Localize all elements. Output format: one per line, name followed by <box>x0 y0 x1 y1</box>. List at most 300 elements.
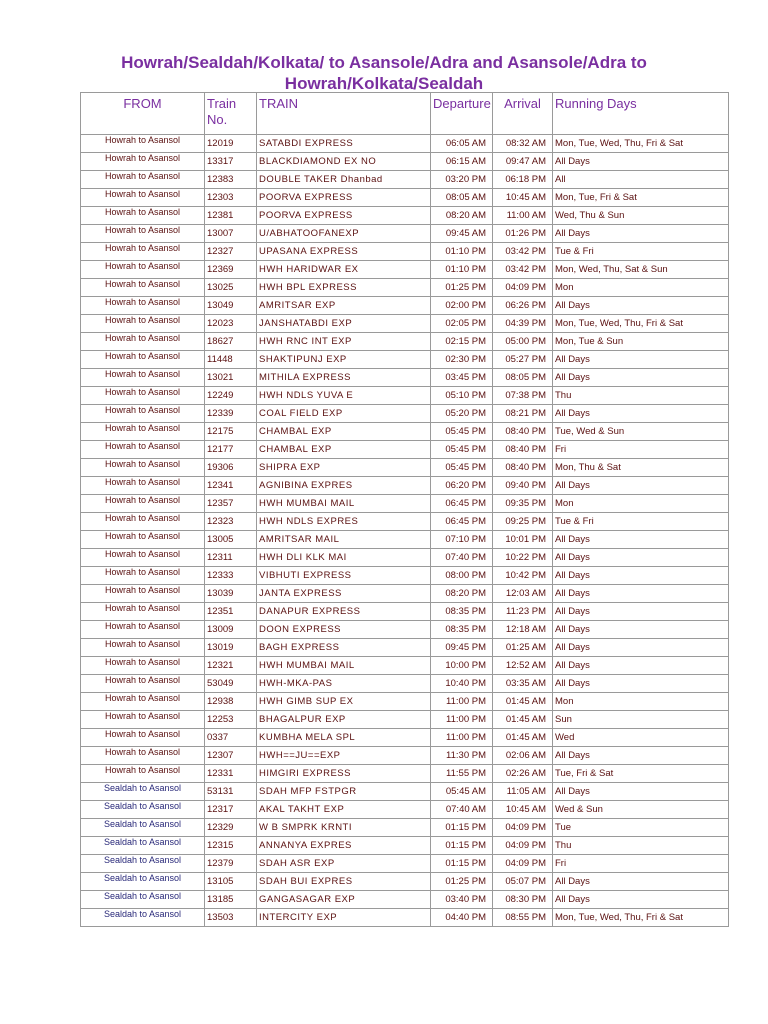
table-row <box>81 891 729 909</box>
arrival-cell: 11:00 AM <box>493 207 553 225</box>
train-no-cell: 13021 <box>205 369 257 387</box>
departure-cell: 11:30 PM <box>431 747 493 765</box>
arrival-cell: 08:05 PM <box>493 369 553 387</box>
train-no-cell: 12379 <box>205 855 257 873</box>
running-days-cell: All Days <box>553 531 729 549</box>
table-row <box>81 783 729 801</box>
departure-cell: 08:20 PM <box>431 585 493 603</box>
from-cell: Howrah to Asansol <box>81 639 205 657</box>
departure-cell: 06:15 AM <box>431 153 493 171</box>
departure-cell: 09:45 AM <box>431 225 493 243</box>
departure-cell: 01:15 PM <box>431 819 493 837</box>
train-name-cell: POORVA EXPRESS <box>257 207 431 225</box>
running-days-cell: All Days <box>553 639 729 657</box>
table-row <box>81 513 729 531</box>
from-cell: Howrah to Asansol <box>81 657 205 675</box>
table-row <box>81 747 729 765</box>
table-row <box>81 261 729 279</box>
departure-cell: 03:45 PM <box>431 369 493 387</box>
train-no-cell: 12351 <box>205 603 257 621</box>
arrival-cell: 01:25 AM <box>493 639 553 657</box>
from-cell: Howrah to Asansol <box>81 549 205 567</box>
train-no-cell: 0337 <box>205 729 257 747</box>
running-days-cell: Fri <box>553 855 729 873</box>
table-row <box>81 171 729 189</box>
train-no-cell: 13503 <box>205 909 257 927</box>
arrival-cell: 08:40 PM <box>493 441 553 459</box>
table-row <box>81 423 729 441</box>
from-cell: Howrah to Asansol <box>81 333 205 351</box>
train-name-cell: SHIPRA EXP <box>257 459 431 477</box>
train-name-cell: HWH GIMB SUP EX <box>257 693 431 711</box>
arrival-cell: 09:47 AM <box>493 153 553 171</box>
table-row <box>81 189 729 207</box>
train-name-cell: DANAPUR EXPRESS <box>257 603 431 621</box>
from-cell: Sealdah to Asansol <box>81 873 205 891</box>
departure-cell: 09:45 PM <box>431 639 493 657</box>
train-name-cell: BLACKDIAMOND EX NO <box>257 153 431 171</box>
table-row <box>81 657 729 675</box>
train-no-cell: 12381 <box>205 207 257 225</box>
running-days-cell: Sun <box>553 711 729 729</box>
departure-cell: 07:40 PM <box>431 549 493 567</box>
running-days-cell: All <box>553 171 729 189</box>
running-days-cell: All Days <box>553 891 729 909</box>
arrival-cell: 04:39 PM <box>493 315 553 333</box>
train-no-cell: 12331 <box>205 765 257 783</box>
train-no-cell: 12023 <box>205 315 257 333</box>
train-no-cell: 12249 <box>205 387 257 405</box>
train-no-cell: 12317 <box>205 801 257 819</box>
header-train-no-line1: Train <box>207 96 237 111</box>
train-no-cell: 12369 <box>205 261 257 279</box>
arrival-cell: 10:01 PM <box>493 531 553 549</box>
arrival-cell: 04:09 PM <box>493 855 553 873</box>
running-days-cell: Wed & Sun <box>553 801 729 819</box>
from-cell: Howrah to Asansol <box>81 729 205 747</box>
arrival-cell: 01:45 AM <box>493 729 553 747</box>
train-no-cell: 12253 <box>205 711 257 729</box>
train-no-cell: 12938 <box>205 693 257 711</box>
departure-cell: 02:00 PM <box>431 297 493 315</box>
title-line-2: Howrah/Kolkata/Sealdah <box>284 74 484 93</box>
from-cell: Sealdah to Asansol <box>81 819 205 837</box>
table-row <box>81 351 729 369</box>
header-train-no-line2: No. <box>207 112 228 127</box>
timetable <box>80 92 729 927</box>
train-no-cell: 11448 <box>205 351 257 369</box>
header-train: TRAIN <box>257 93 431 135</box>
train-no-cell: 18627 <box>205 333 257 351</box>
table-row <box>81 369 729 387</box>
departure-cell: 05:45 AM <box>431 783 493 801</box>
train-name-cell: VIBHUTI EXPRESS <box>257 567 431 585</box>
from-cell: Howrah to Asansol <box>81 135 205 153</box>
table-row <box>81 819 729 837</box>
running-days-cell: All Days <box>553 567 729 585</box>
arrival-cell: 08:30 PM <box>493 891 553 909</box>
train-name-cell: HWH NDLS YUVA E <box>257 387 431 405</box>
running-days-cell: All Days <box>553 873 729 891</box>
from-cell: Howrah to Asansol <box>81 711 205 729</box>
train-name-cell: U/ABHATOOFANEXP <box>257 225 431 243</box>
header-row <box>81 93 729 135</box>
from-cell: Howrah to Asansol <box>81 351 205 369</box>
from-cell: Howrah to Asansol <box>81 153 205 171</box>
table-row <box>81 225 729 243</box>
departure-cell: 05:20 PM <box>431 405 493 423</box>
running-days-cell: All Days <box>553 603 729 621</box>
from-cell: Howrah to Asansol <box>81 171 205 189</box>
from-cell: Howrah to Asansol <box>81 279 205 297</box>
train-name-cell: JANSHATABDI EXP <box>257 315 431 333</box>
running-days-cell: Wed <box>553 729 729 747</box>
departure-cell: 02:05 PM <box>431 315 493 333</box>
running-days-cell: Mon <box>553 495 729 513</box>
departure-cell: 11:00 PM <box>431 693 493 711</box>
arrival-cell: 01:45 AM <box>493 693 553 711</box>
train-name-cell: HWH-MKA-PAS <box>257 675 431 693</box>
train-name-cell: INTERCITY EXP <box>257 909 431 927</box>
departure-cell: 08:35 PM <box>431 603 493 621</box>
arrival-cell: 10:45 AM <box>493 801 553 819</box>
train-no-cell: 12307 <box>205 747 257 765</box>
table-row <box>81 585 729 603</box>
table-row <box>81 207 729 225</box>
departure-cell: 06:45 PM <box>431 513 493 531</box>
running-days-cell: All Days <box>553 297 729 315</box>
train-name-cell: SDAH BUI EXPRES <box>257 873 431 891</box>
train-no-cell: 12323 <box>205 513 257 531</box>
train-name-cell: COAL FIELD EXP <box>257 405 431 423</box>
from-cell: Howrah to Asansol <box>81 189 205 207</box>
from-cell: Howrah to Asansol <box>81 621 205 639</box>
departure-cell: 11:55 PM <box>431 765 493 783</box>
train-name-cell: HIMGIRI EXPRESS <box>257 765 431 783</box>
page-title <box>0 52 768 94</box>
arrival-cell: 03:42 PM <box>493 261 553 279</box>
departure-cell: 10:40 PM <box>431 675 493 693</box>
arrival-cell: 06:26 PM <box>493 297 553 315</box>
departure-cell: 08:05 AM <box>431 189 493 207</box>
running-days-cell: Fri <box>553 441 729 459</box>
table-row <box>81 675 729 693</box>
departure-cell: 01:15 PM <box>431 837 493 855</box>
train-no-cell: 12327 <box>205 243 257 261</box>
running-days-cell: Mon, Tue, Wed, Thu, Fri & Sat <box>553 135 729 153</box>
running-days-cell: All Days <box>553 675 729 693</box>
train-no-cell: 13025 <box>205 279 257 297</box>
from-cell: Howrah to Asansol <box>81 675 205 693</box>
arrival-cell: 03:35 AM <box>493 675 553 693</box>
train-no-cell: 12303 <box>205 189 257 207</box>
train-name-cell: BAGH EXPRESS <box>257 639 431 657</box>
table-row <box>81 603 729 621</box>
train-name-cell: HWH DLI KLK MAI <box>257 549 431 567</box>
from-cell: Howrah to Asansol <box>81 207 205 225</box>
arrival-cell: 10:45 AM <box>493 189 553 207</box>
from-cell: Howrah to Asansol <box>81 369 205 387</box>
departure-cell: 02:30 PM <box>431 351 493 369</box>
from-cell: Howrah to Asansol <box>81 603 205 621</box>
departure-cell: 07:10 PM <box>431 531 493 549</box>
train-no-cell: 12019 <box>205 135 257 153</box>
running-days-cell: All Days <box>553 405 729 423</box>
departure-cell: 05:45 PM <box>431 423 493 441</box>
from-cell: Howrah to Asansol <box>81 513 205 531</box>
arrival-cell: 11:05 AM <box>493 783 553 801</box>
from-cell: Howrah to Asansol <box>81 765 205 783</box>
train-name-cell: HWH HARIDWAR EX <box>257 261 431 279</box>
running-days-cell: Tue & Fri <box>553 243 729 261</box>
header-arrival: Arrival <box>493 93 553 135</box>
header-from: FROM <box>81 93 205 135</box>
table-row <box>81 405 729 423</box>
running-days-cell: Mon, Tue, Wed, Thu, Fri & Sat <box>553 315 729 333</box>
train-no-cell: 13049 <box>205 297 257 315</box>
from-cell: Howrah to Asansol <box>81 531 205 549</box>
from-cell: Howrah to Asansol <box>81 567 205 585</box>
table-row <box>81 495 729 513</box>
train-name-cell: MITHILA EXPRESS <box>257 369 431 387</box>
header-running-days: Running Days <box>553 93 729 135</box>
from-cell: Sealdah to Asansol <box>81 837 205 855</box>
running-days-cell: Thu <box>553 387 729 405</box>
train-no-cell: 12175 <box>205 423 257 441</box>
header-departure: Departure <box>431 93 493 135</box>
arrival-cell: 11:23 PM <box>493 603 553 621</box>
train-no-cell: 12329 <box>205 819 257 837</box>
from-cell: Howrah to Asansol <box>81 441 205 459</box>
departure-cell: 06:20 PM <box>431 477 493 495</box>
train-no-cell: 12339 <box>205 405 257 423</box>
running-days-cell: All Days <box>553 585 729 603</box>
train-name-cell: HWH RNC INT EXP <box>257 333 431 351</box>
arrival-cell: 09:35 PM <box>493 495 553 513</box>
arrival-cell: 08:21 PM <box>493 405 553 423</box>
train-name-cell: AKAL TAKHT EXP <box>257 801 431 819</box>
from-cell: Howrah to Asansol <box>81 693 205 711</box>
table-row <box>81 693 729 711</box>
train-name-cell: SHAKTIPUNJ EXP <box>257 351 431 369</box>
departure-cell: 01:10 PM <box>431 243 493 261</box>
from-cell: Howrah to Asansol <box>81 423 205 441</box>
running-days-cell: Tue, Fri & Sat <box>553 765 729 783</box>
departure-cell: 04:40 PM <box>431 909 493 927</box>
departure-cell: 03:20 PM <box>431 171 493 189</box>
train-name-cell: CHAMBAL EXP <box>257 423 431 441</box>
departure-cell: 01:10 PM <box>431 261 493 279</box>
table-row <box>81 909 729 927</box>
departure-cell: 05:45 PM <box>431 459 493 477</box>
running-days-cell: Tue & Fri <box>553 513 729 531</box>
from-cell: Howrah to Asansol <box>81 495 205 513</box>
train-no-cell: 12321 <box>205 657 257 675</box>
departure-cell: 05:45 PM <box>431 441 493 459</box>
train-no-cell: 13317 <box>205 153 257 171</box>
departure-cell: 03:40 PM <box>431 891 493 909</box>
title-line-1: Howrah/Sealdah/Kolkata/ to Asansole/Adra and Asansole/Adra to <box>121 53 647 72</box>
train-name-cell: AGNIBINA EXPRES <box>257 477 431 495</box>
from-cell: Sealdah to Asansol <box>81 783 205 801</box>
train-no-cell: 13009 <box>205 621 257 639</box>
departure-cell: 06:05 AM <box>431 135 493 153</box>
table-row <box>81 837 729 855</box>
departure-cell: 01:25 PM <box>431 873 493 891</box>
running-days-cell: All Days <box>553 783 729 801</box>
arrival-cell: 04:09 PM <box>493 837 553 855</box>
from-cell: Howrah to Asansol <box>81 405 205 423</box>
running-days-cell: All Days <box>553 477 729 495</box>
from-cell: Sealdah to Asansol <box>81 801 205 819</box>
table-row <box>81 873 729 891</box>
train-name-cell: SDAH MFP FSTPGR <box>257 783 431 801</box>
train-no-cell: 12177 <box>205 441 257 459</box>
running-days-cell: Mon, Tue & Sun <box>553 333 729 351</box>
departure-cell: 10:00 PM <box>431 657 493 675</box>
running-days-cell: All Days <box>553 153 729 171</box>
from-cell: Howrah to Asansol <box>81 585 205 603</box>
running-days-cell: Mon, Tue, Wed, Thu, Fri & Sat <box>553 909 729 927</box>
table-row <box>81 459 729 477</box>
arrival-cell: 10:42 PM <box>493 567 553 585</box>
table-row <box>81 621 729 639</box>
departure-cell: 01:25 PM <box>431 279 493 297</box>
departure-cell: 11:00 PM <box>431 711 493 729</box>
departure-cell: 08:00 PM <box>431 567 493 585</box>
table-row <box>81 567 729 585</box>
train-name-cell: HWH==JU==EXP <box>257 747 431 765</box>
running-days-cell: All Days <box>553 747 729 765</box>
arrival-cell: 09:40 PM <box>493 477 553 495</box>
train-name-cell: HWH NDLS EXPRES <box>257 513 431 531</box>
arrival-cell: 04:09 PM <box>493 819 553 837</box>
train-name-cell: KUMBHA MELA SPL <box>257 729 431 747</box>
arrival-cell: 05:27 PM <box>493 351 553 369</box>
header-train-no <box>205 93 257 135</box>
train-no-cell: 53131 <box>205 783 257 801</box>
running-days-cell: All Days <box>553 225 729 243</box>
train-no-cell: 12311 <box>205 549 257 567</box>
table-row <box>81 639 729 657</box>
train-name-cell: BHAGALPUR EXP <box>257 711 431 729</box>
train-no-cell: 13007 <box>205 225 257 243</box>
departure-cell: 11:00 PM <box>431 729 493 747</box>
departure-cell: 06:45 PM <box>431 495 493 513</box>
arrival-cell: 09:25 PM <box>493 513 553 531</box>
from-cell: Howrah to Asansol <box>81 261 205 279</box>
arrival-cell: 12:18 AM <box>493 621 553 639</box>
train-name-cell: ANNANYA EXPRES <box>257 837 431 855</box>
running-days-cell: Tue, Wed & Sun <box>553 423 729 441</box>
arrival-cell: 04:09 PM <box>493 279 553 297</box>
table-row <box>81 279 729 297</box>
train-no-cell: 13019 <box>205 639 257 657</box>
train-name-cell: UPASANA EXPRESS <box>257 243 431 261</box>
running-days-cell: Mon <box>553 279 729 297</box>
train-no-cell: 13185 <box>205 891 257 909</box>
train-name-cell: POORVA EXPRESS <box>257 189 431 207</box>
from-cell: Howrah to Asansol <box>81 225 205 243</box>
from-cell: Howrah to Asansol <box>81 297 205 315</box>
train-name-cell: DOON EXPRESS <box>257 621 431 639</box>
table-row <box>81 477 729 495</box>
departure-cell: 07:40 AM <box>431 801 493 819</box>
train-name-cell: JANTA EXPRESS <box>257 585 431 603</box>
arrival-cell: 07:38 PM <box>493 387 553 405</box>
arrival-cell: 02:06 AM <box>493 747 553 765</box>
running-days-cell: Mon, Tue, Fri & Sat <box>553 189 729 207</box>
table-row <box>81 135 729 153</box>
arrival-cell: 08:55 PM <box>493 909 553 927</box>
running-days-cell: Mon <box>553 693 729 711</box>
train-name-cell: HWH MUMBAI MAIL <box>257 657 431 675</box>
from-cell: Howrah to Asansol <box>81 243 205 261</box>
train-no-cell: 12341 <box>205 477 257 495</box>
train-no-cell: 53049 <box>205 675 257 693</box>
running-days-cell: All Days <box>553 351 729 369</box>
train-name-cell: AMRITSAR MAIL <box>257 531 431 549</box>
arrival-cell: 06:18 PM <box>493 171 553 189</box>
from-cell: Sealdah to Asansol <box>81 909 205 927</box>
from-cell: Howrah to Asansol <box>81 315 205 333</box>
train-name-cell: HWH BPL EXPRESS <box>257 279 431 297</box>
departure-cell: 02:15 PM <box>431 333 493 351</box>
departure-cell: 01:15 PM <box>431 855 493 873</box>
table-row <box>81 765 729 783</box>
running-days-cell: Mon, Wed, Thu, Sat & Sun <box>553 261 729 279</box>
train-name-cell: HWH MUMBAI MAIL <box>257 495 431 513</box>
train-no-cell: 12357 <box>205 495 257 513</box>
table-row <box>81 531 729 549</box>
arrival-cell: 01:45 AM <box>493 711 553 729</box>
departure-cell: 05:10 PM <box>431 387 493 405</box>
arrival-cell: 08:40 PM <box>493 423 553 441</box>
arrival-cell: 08:40 PM <box>493 459 553 477</box>
from-cell: Sealdah to Asansol <box>81 891 205 909</box>
table-row <box>81 711 729 729</box>
train-name-cell: CHAMBAL EXP <box>257 441 431 459</box>
from-cell: Howrah to Asansol <box>81 387 205 405</box>
from-cell: Howrah to Asansol <box>81 477 205 495</box>
running-days-cell: All Days <box>553 657 729 675</box>
train-no-cell: 12315 <box>205 837 257 855</box>
train-name-cell: SATABDI EXPRESS <box>257 135 431 153</box>
train-no-cell: 12333 <box>205 567 257 585</box>
running-days-cell: All Days <box>553 369 729 387</box>
table-row <box>81 297 729 315</box>
table-row <box>81 855 729 873</box>
from-cell: Howrah to Asansol <box>81 747 205 765</box>
table-row <box>81 153 729 171</box>
arrival-cell: 12:52 AM <box>493 657 553 675</box>
table-row <box>81 801 729 819</box>
train-name-cell: SDAH ASR EXP <box>257 855 431 873</box>
arrival-cell: 10:22 PM <box>493 549 553 567</box>
train-no-cell: 13005 <box>205 531 257 549</box>
train-no-cell: 13105 <box>205 873 257 891</box>
running-days-cell: Mon, Thu & Sat <box>553 459 729 477</box>
departure-cell: 08:35 PM <box>431 621 493 639</box>
running-days-cell: Thu <box>553 837 729 855</box>
table-row <box>81 315 729 333</box>
table-row <box>81 333 729 351</box>
table-row <box>81 549 729 567</box>
running-days-cell: All Days <box>553 621 729 639</box>
train-name-cell: GANGASAGAR EXP <box>257 891 431 909</box>
table-row <box>81 243 729 261</box>
arrival-cell: 03:42 PM <box>493 243 553 261</box>
